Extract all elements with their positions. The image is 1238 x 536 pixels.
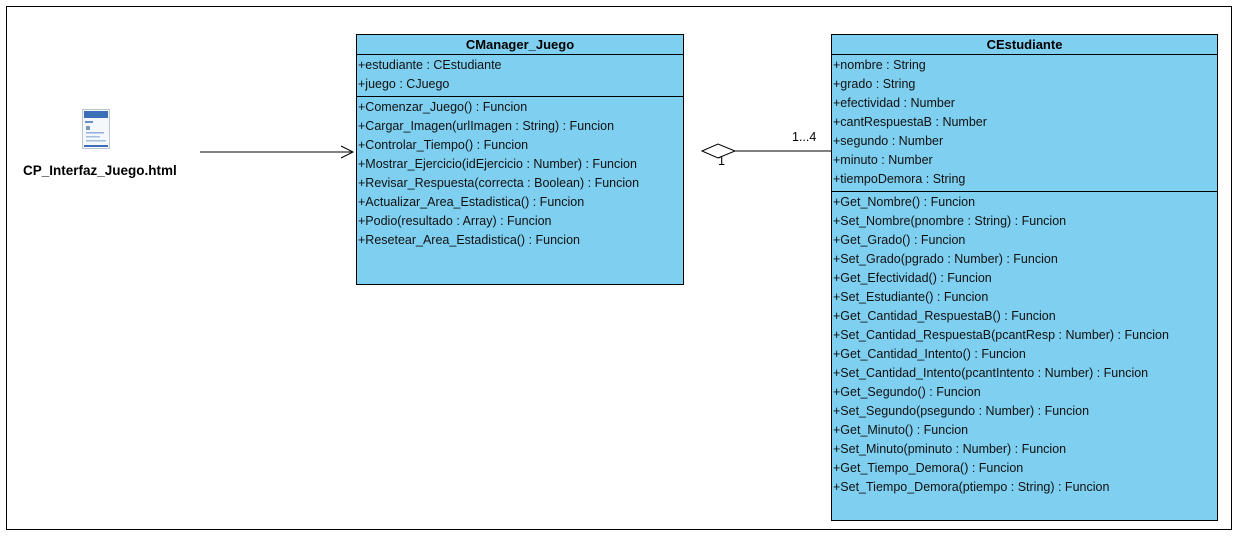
class-member-row: +Set_Nombre(pnombre : String) : Funcion [833,214,1067,228]
class-cmanager-juego[interactable] [356,34,684,285]
class-name: CManager_Juego [357,35,683,55]
class-member-row: +Controlar_Tiempo() : Funcion [358,138,529,152]
html-page-icon [82,109,110,149]
class-member-row: +Get_Tiempo_Demora() : Funcion [833,461,1024,475]
attributes-section [357,55,683,97]
attributes-section [832,55,1217,192]
class-member-row: +Cargar_Imagen(urlImagen : String) : Funcion [358,119,615,133]
class-member-row: +nombre : String [833,58,926,72]
class-member-row: +Get_Grado() : Funcion [833,233,966,247]
multiplicity-far: 1...4 [792,130,817,144]
class-member-row: +Get_Segundo() : Funcion [833,385,981,399]
class-member-row: +Set_Grado(pgrado : Number) : Funcion [833,252,1058,266]
class-member-row: +Set_Segundo(psegundo : Number) : Funcion [833,404,1090,418]
class-cestudiante[interactable] [831,34,1218,521]
operations-section [357,97,683,252]
operations-section [832,192,1217,499]
class-member-row: +juego : CJuego [358,77,450,91]
class-member-row: +Set_Cantidad_RespuestaB(pcantResp : Number) : Funcion [833,328,1169,342]
class-member-row: +Get_Minuto() : Funcion [833,423,969,437]
class-member-row: +Podio(resultado : Array) : Funcion [358,214,552,228]
class-member-row: +Get_Cantidad_RespuestaB() : Funcion [833,309,1056,323]
class-member-row: +Mostrar_Ejercicio(idEjercicio : Number) : Funcion [358,157,637,171]
class-member-row: +segundo : Number [833,134,944,148]
class-name: CEstudiante [832,35,1217,55]
class-member-row: +cantRespuestaB : Number [833,115,987,129]
class-member-row: +Set_Tiempo_Demora(ptiempo : String) : Funcion [833,480,1110,494]
class-member-row: +estudiante : CEstudiante [358,58,502,72]
class-member-row: +Actualizar_Area_Estadistica() : Funcion [358,195,585,209]
class-member-row: +grado : String [833,77,916,91]
class-member-row: +Set_Minuto(pminuto : Number) : Funcion [833,442,1067,456]
class-member-row: +Resetear_Area_Estadistica() : Funcion [358,233,580,247]
class-member-row: +efectividad : Number [833,96,955,110]
class-member-row: +Get_Cantidad_Intento() : Funcion [833,347,1026,361]
class-member-row: +Comenzar_Juego() : Funcion [358,100,528,114]
class-member-row: +tiempoDemora : String [833,172,966,186]
class-member-row: +minuto : Number [833,153,933,167]
class-member-row: +Set_Estudiante() : Funcion [833,290,989,304]
multiplicity-near: 1 [718,154,725,168]
class-member-row: +Get_Nombre() : Funcion [833,195,976,209]
component-label: CP_Interfaz_Juego.html [23,163,177,178]
class-member-row: +Get_Efectividad() : Funcion [833,271,992,285]
class-member-row: +Revisar_Respuesta(correcta : Boolean) : Funcion [358,176,640,190]
class-member-row: +Set_Cantidad_Intento(pcantIntento : Number) : Funcion [833,366,1149,380]
